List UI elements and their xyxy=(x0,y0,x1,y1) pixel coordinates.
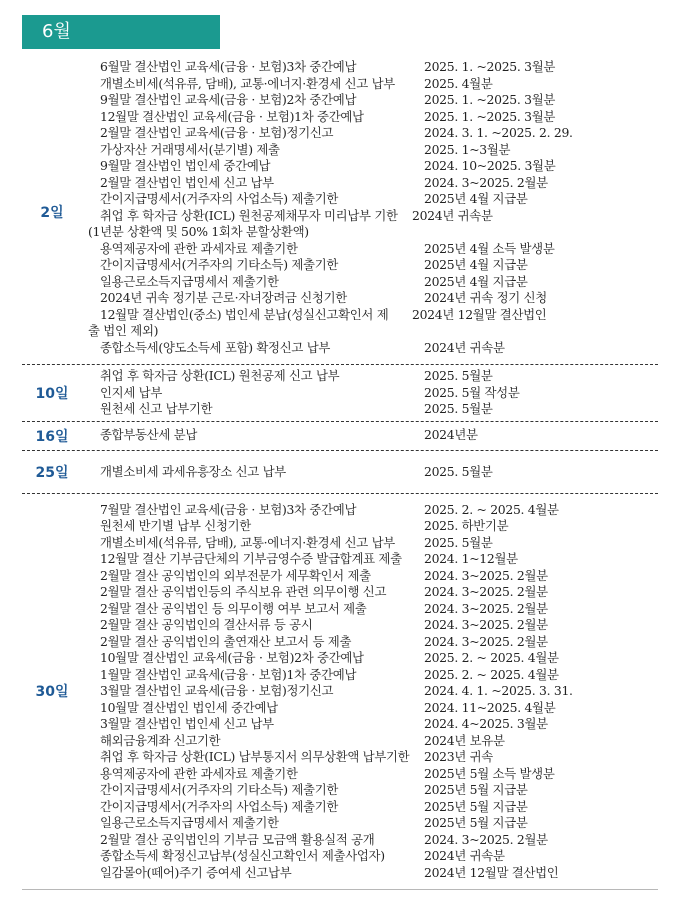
task-text: 10월말 결산법인 교육세(금융 · 보험)2차 중간예납 xyxy=(100,650,364,665)
schedule-row xyxy=(22,551,658,568)
period-text: 2024. 10~2025. 3월분 xyxy=(424,158,556,173)
period-text: 2025년 5월 지급분 xyxy=(424,815,528,830)
task-text: 2월말 결산 공익법인 등 의무이행 여부 보고서 제출 xyxy=(100,600,367,616)
period-text: 2025년 5월 소득 발생분 xyxy=(424,765,555,781)
task-text: 2월말 결산 공익법인의 결산서류 등 공시 xyxy=(100,617,313,632)
schedule-row xyxy=(22,766,658,783)
task-text: 취업 후 학자금 상환(ICL) 원천공제 신고 납부 xyxy=(100,368,340,383)
schedule-row xyxy=(22,175,658,192)
schedule-row xyxy=(22,92,658,109)
task-text: 2월말 결산 공익법인의 외부전문가 세무확인서 제출 xyxy=(100,567,371,583)
schedule-row xyxy=(22,749,658,766)
period-text: 2025. 2. ~ 2025. 4월분 xyxy=(424,501,559,517)
schedule-row xyxy=(22,464,658,481)
task-text: 용역제공자에 관한 과세자료 제출기한 xyxy=(100,765,298,781)
schedule-row xyxy=(22,401,658,418)
schedule-row xyxy=(22,799,658,816)
period-text: 2024. 3~2025. 2월분 xyxy=(424,831,548,847)
task-text: 취업 후 학자금 상환(ICL) 원천공제채무자 미리납부 기한 (1년분 상환액 및 50% 1회차 분할상환액) xyxy=(88,207,398,239)
schedule-row xyxy=(22,76,658,93)
task-text: 인지세 납부 xyxy=(100,384,162,400)
period-text: 2024. 4. 1. ~2025. 3. 31. xyxy=(424,683,573,698)
task-text: 용역제공자에 관한 과세자료 제출기한 xyxy=(100,240,298,256)
schedule-row xyxy=(22,142,658,159)
schedule-rows xyxy=(22,502,658,882)
schedule-row xyxy=(22,584,658,601)
day-label: 2일 xyxy=(40,204,64,221)
schedule-row xyxy=(22,848,658,865)
schedule-row xyxy=(22,191,658,208)
task-text: 9월말 결산법인 법인세 중간예납 xyxy=(100,158,271,173)
period-text: 2024년 귀속분 xyxy=(424,339,505,355)
schedule-row xyxy=(22,617,658,634)
schedule-row xyxy=(22,502,658,519)
task-text: 일용근로소득지급명세서 제출기한 xyxy=(100,815,279,830)
task-text: 개별소비세(석유류, 담배), 교통·에너지·환경세 신고 납부 xyxy=(100,534,395,550)
period-text: 2024. 1~12월분 xyxy=(424,551,518,566)
schedule-row xyxy=(22,782,658,799)
schedule-row xyxy=(22,865,658,882)
schedule-row xyxy=(22,667,658,684)
task-text: 2월말 결산 공익법인의 기부금 모금액 활용실적 공개 xyxy=(100,831,375,847)
task-text: 9월말 결산법인 교육세(금융 · 보험)2차 중간예납 xyxy=(100,92,357,107)
task-text: 종합소득세 확정신고납부(성실신고확인서 제출사업자) xyxy=(100,848,385,863)
period-text: 2024. 11~2025. 4월분 xyxy=(424,699,556,715)
schedule-row xyxy=(22,568,658,585)
period-text: 2025년 4월 지급분 xyxy=(424,257,528,272)
day-group-10 xyxy=(22,365,658,422)
schedule-row xyxy=(22,385,658,402)
schedule-list xyxy=(22,59,658,890)
period-text: 2025. 5월분 xyxy=(424,464,493,479)
day-label: 10일 xyxy=(35,385,69,402)
schedule-row xyxy=(22,340,658,357)
period-text: 2024. 3~2025. 2월분 xyxy=(424,633,548,649)
period-text: 2024년 12월말 결산법인 xyxy=(412,306,547,322)
period-text: 2025. 1. ~2025. 3월분 xyxy=(424,108,556,124)
day-label: 25일 xyxy=(35,464,69,481)
period-text: 2024. 3~2025. 2월분 xyxy=(424,174,548,190)
day-group-2 xyxy=(22,59,658,365)
task-text: 2월말 결산법인 교육세(금융 · 보험)정기신고 xyxy=(100,125,334,140)
task-text: 6월말 결산법인 교육세(금융 · 보험)3차 중간예납 xyxy=(100,59,357,74)
schedule-row xyxy=(22,59,658,76)
task-text: 10월말 결산법인 법인세 중간예납 xyxy=(100,699,278,715)
task-text: 12월말 결산법인 교육세(금융 · 보험)1차 중간예납 xyxy=(100,108,364,124)
task-text: 일감몰아(떼어)주기 증여세 신고납부 xyxy=(100,864,292,880)
period-text: 2024. 3~2025. 2월분 xyxy=(424,617,548,632)
schedule-row xyxy=(22,109,658,126)
schedule-rows xyxy=(22,464,658,481)
task-text: 간이지급명세서(거주자의 기타소득) 제출기한 xyxy=(100,782,339,797)
day-label: 30일 xyxy=(35,684,69,701)
task-text: 1월말 결산법인 교육세(금융 · 보험)1차 중간예납 xyxy=(100,666,357,682)
task-text: 취업 후 학자금 상환(ICL) 납부통지서 의무상환액 납부기한 xyxy=(100,749,410,764)
period-text: 2024년 12월말 결산법인 xyxy=(424,864,559,880)
schedule-rows xyxy=(22,427,658,444)
period-text: 2025. 2. ~ 2025. 4월분 xyxy=(424,650,559,665)
period-text: 2025년 5월 지급분 xyxy=(424,798,528,814)
period-text: 2025. 4월분 xyxy=(424,75,493,91)
period-text: 2024. 3~2025. 2월분 xyxy=(424,600,548,616)
month-badge: 6월 xyxy=(22,15,220,49)
period-text: 2025년 4월 지급분 xyxy=(424,273,528,289)
schedule-row xyxy=(22,427,658,444)
task-text: 간이지급명세서(거주자의 기타소득) 제출기한 xyxy=(100,257,339,272)
task-text: 간이지급명세서(거주자의 사업소득) 제출기한 xyxy=(100,191,339,206)
task-text: 2월말 결산 공익법인등의 주식보유 관련 의무이행 신고 xyxy=(100,584,387,599)
day-label: 16일 xyxy=(35,428,69,445)
schedule-row xyxy=(22,683,658,700)
schedule-row xyxy=(22,274,658,291)
period-text: 2025. 5월 작성분 xyxy=(424,384,520,400)
period-text: 2025. 하반기분 xyxy=(424,518,509,533)
schedule-row xyxy=(22,518,658,535)
task-text: 가상자산 거래명세서(분기별) 제출 xyxy=(100,141,280,157)
period-text: 2025. 1~3월분 xyxy=(424,141,511,157)
period-text: 2024년분 xyxy=(424,426,478,442)
period-text: 2024. 3~2025. 2월분 xyxy=(424,567,548,583)
schedule-row xyxy=(22,290,658,307)
task-text: 2024년 귀속 정기분 근로·자녀장려금 신청기한 xyxy=(100,290,347,305)
period-text: 2025년 5월 지급분 xyxy=(424,782,528,797)
schedule-row xyxy=(22,650,658,667)
schedule-rows xyxy=(22,368,658,418)
period-text: 2025. 1. ~2025. 3월분 xyxy=(424,59,556,74)
schedule-row xyxy=(22,733,658,750)
schedule-row xyxy=(22,125,658,142)
period-text: 2025년 4월 지급분 xyxy=(424,191,528,206)
schedule-row xyxy=(22,601,658,618)
period-text: 2025. 5월분 xyxy=(424,368,493,383)
schedule-row xyxy=(22,700,658,717)
task-text: 일용근로소득지급명세서 제출기한 xyxy=(100,273,279,289)
task-text: 3월말 결산법인 교육세(금융 · 보험)정기신고 xyxy=(100,683,334,698)
day-group-25 xyxy=(22,451,658,494)
schedule-row xyxy=(22,535,658,552)
schedule-row xyxy=(22,815,658,832)
schedule-row xyxy=(22,257,658,274)
period-text: 2024. 4~2025. 3월분 xyxy=(424,716,548,731)
schedule-row xyxy=(22,158,658,175)
day-group-30 xyxy=(22,494,658,891)
period-text: 2024. 3~2025. 2월분 xyxy=(424,584,548,599)
period-text: 2025년 4월 소득 발생분 xyxy=(424,240,555,256)
schedule-row xyxy=(22,716,658,733)
period-text: 2025. 1. ~2025. 3월분 xyxy=(424,92,556,107)
task-text: 원천세 반기별 납부 신청기한 xyxy=(100,518,251,533)
period-text: 2024. 3. 1. ~2025. 2. 29. xyxy=(424,125,573,140)
task-text: 7월말 결산법인 교육세(금융 · 보험)3차 중간예납 xyxy=(100,501,357,517)
period-text: 2024년 귀속분 xyxy=(412,207,493,223)
task-text: 2월말 결산 공익법인의 출연재산 보고서 등 제출 xyxy=(100,633,352,649)
schedule-row xyxy=(22,368,658,385)
period-text: 2025. 5월분 xyxy=(424,534,493,550)
period-text: 2023년 귀속 xyxy=(424,749,493,764)
task-text: 종합부동산세 분납 xyxy=(100,426,197,442)
period-text: 2024년 귀속분 xyxy=(424,848,505,863)
task-text: 2월말 결산법인 법인세 신고 납부 xyxy=(100,174,274,190)
task-text: 12월말 결산법인(중소) 법인세 분납(성실신고확인서 제출 법인 제외) xyxy=(88,306,389,338)
schedule-row xyxy=(22,241,658,258)
schedule-row xyxy=(22,832,658,849)
period-text: 2024년 보유분 xyxy=(424,732,505,748)
task-text: 개별소비세 과세유흥장소 신고 납부 xyxy=(100,464,286,479)
task-text: 해외금융계좌 신고기한 xyxy=(100,732,221,748)
period-text: 2025. 5월분 xyxy=(424,401,493,416)
task-text: 3월말 결산법인 법인세 신고 납부 xyxy=(100,716,274,731)
day-group-16 xyxy=(22,422,658,452)
schedule-row xyxy=(22,307,658,340)
period-text: 2024년 귀속 정기 신청 xyxy=(424,290,547,305)
task-text: 간이지급명세서(거주자의 사업소득) 제출기한 xyxy=(100,798,339,814)
schedule-row xyxy=(22,634,658,651)
task-text: 원천세 신고 납부기한 xyxy=(100,401,213,416)
schedule-rows xyxy=(22,59,658,356)
task-text: 종합소득세(양도소득세 포함) 확정신고 납부 xyxy=(100,339,331,355)
task-text: 12월말 결산 기부금단체의 기부금영수증 발급합계표 제출 xyxy=(100,551,402,566)
schedule-row xyxy=(22,208,658,241)
period-text: 2025. 2. ~ 2025. 4월분 xyxy=(424,666,559,682)
task-text: 개별소비세(석유류, 담배), 교통·에너지·환경세 신고 납부 xyxy=(100,75,395,91)
